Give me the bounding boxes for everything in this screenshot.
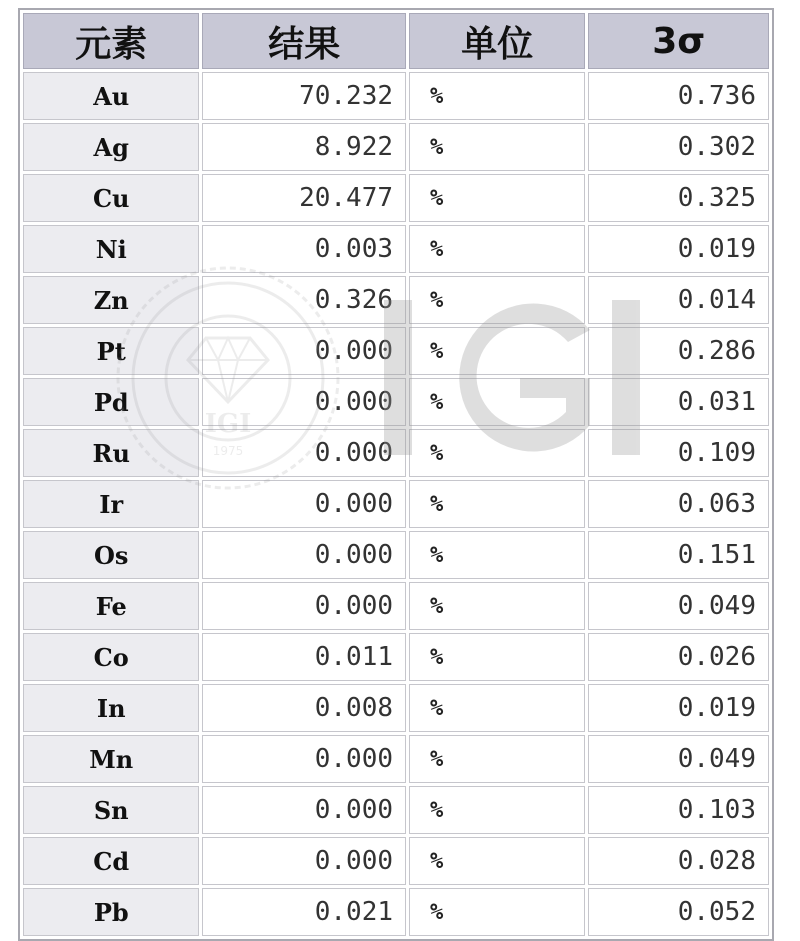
result-cell: 8.922 — [202, 123, 406, 171]
sigma-cell: 0.286 — [588, 327, 769, 375]
sigma-cell: 0.103 — [588, 786, 769, 834]
sigma-cell: 0.026 — [588, 633, 769, 681]
table-row — [23, 582, 769, 630]
element-cell: Os — [23, 531, 199, 579]
table-row — [23, 225, 769, 273]
result-cell: 0.000 — [202, 582, 406, 630]
unit-cell: % — [409, 888, 585, 936]
header-result[interactable]: 结果 — [202, 13, 406, 69]
element-cell: Ag — [23, 123, 199, 171]
header-unit[interactable]: 单位 — [409, 13, 585, 69]
result-cell: 20.477 — [202, 174, 406, 222]
unit-cell: % — [409, 786, 585, 834]
unit-cell: % — [409, 480, 585, 528]
sigma-cell: 0.325 — [588, 174, 769, 222]
sigma-cell: 0.019 — [588, 684, 769, 732]
sigma-cell: 0.052 — [588, 888, 769, 936]
result-cell: 0.008 — [202, 684, 406, 732]
table-row — [23, 633, 769, 681]
element-cell: In — [23, 684, 199, 732]
element-cell: Ir — [23, 480, 199, 528]
table-row — [23, 786, 769, 834]
element-cell: Co — [23, 633, 199, 681]
result-cell: 0.000 — [202, 327, 406, 375]
sigma-cell: 0.302 — [588, 123, 769, 171]
element-cell: Fe — [23, 582, 199, 630]
unit-cell: % — [409, 582, 585, 630]
unit-cell: % — [409, 837, 585, 885]
sigma-cell: 0.109 — [588, 429, 769, 477]
result-cell: 0.000 — [202, 531, 406, 579]
element-cell: Pd — [23, 378, 199, 426]
header-element[interactable]: 元素 — [23, 13, 199, 69]
sigma-cell: 0.014 — [588, 276, 769, 324]
sigma-cell: 0.736 — [588, 72, 769, 120]
unit-cell: % — [409, 378, 585, 426]
table-row — [23, 888, 769, 936]
result-cell: 0.021 — [202, 888, 406, 936]
unit-cell: % — [409, 72, 585, 120]
element-cell: Cd — [23, 837, 199, 885]
unit-cell: % — [409, 327, 585, 375]
table-row — [23, 123, 769, 171]
element-cell: Au — [23, 72, 199, 120]
result-cell: 0.000 — [202, 429, 406, 477]
unit-cell: % — [409, 429, 585, 477]
table-row — [23, 480, 769, 528]
element-cell: Ru — [23, 429, 199, 477]
result-cell: 70.232 — [202, 72, 406, 120]
table-row — [23, 174, 769, 222]
sigma-cell: 0.031 — [588, 378, 769, 426]
table-body — [23, 72, 769, 936]
table-row — [23, 378, 769, 426]
sigma-cell: 0.028 — [588, 837, 769, 885]
unit-cell: % — [409, 225, 585, 273]
result-cell: 0.000 — [202, 735, 406, 783]
table-row — [23, 276, 769, 324]
sigma-cell: 0.049 — [588, 582, 769, 630]
element-cell: Sn — [23, 786, 199, 834]
results-table-frame — [18, 8, 774, 941]
result-cell: 0.000 — [202, 480, 406, 528]
unit-cell: % — [409, 123, 585, 171]
result-cell: 0.326 — [202, 276, 406, 324]
table-row — [23, 837, 769, 885]
sigma-cell: 0.019 — [588, 225, 769, 273]
table-row — [23, 429, 769, 477]
unit-cell: % — [409, 684, 585, 732]
result-cell: 0.003 — [202, 225, 406, 273]
table-row — [23, 327, 769, 375]
element-cell: Mn — [23, 735, 199, 783]
unit-cell: % — [409, 531, 585, 579]
sigma-cell: 0.151 — [588, 531, 769, 579]
result-cell: 0.000 — [202, 837, 406, 885]
result-cell: 0.000 — [202, 786, 406, 834]
element-cell: Ni — [23, 225, 199, 273]
element-results-table — [20, 10, 772, 939]
sigma-cell: 0.063 — [588, 480, 769, 528]
table-row — [23, 684, 769, 732]
result-cell: 0.000 — [202, 378, 406, 426]
table-row — [23, 531, 769, 579]
table-header-row — [23, 13, 769, 69]
element-cell: Pb — [23, 888, 199, 936]
element-cell: Pt — [23, 327, 199, 375]
element-cell: Zn — [23, 276, 199, 324]
sigma-cell: 0.049 — [588, 735, 769, 783]
unit-cell: % — [409, 276, 585, 324]
table-row — [23, 72, 769, 120]
unit-cell: % — [409, 174, 585, 222]
element-cell: Cu — [23, 174, 199, 222]
unit-cell: % — [409, 633, 585, 681]
unit-cell: % — [409, 735, 585, 783]
result-cell: 0.011 — [202, 633, 406, 681]
header-sigma[interactable]: 3σ — [588, 13, 769, 69]
table-row — [23, 735, 769, 783]
